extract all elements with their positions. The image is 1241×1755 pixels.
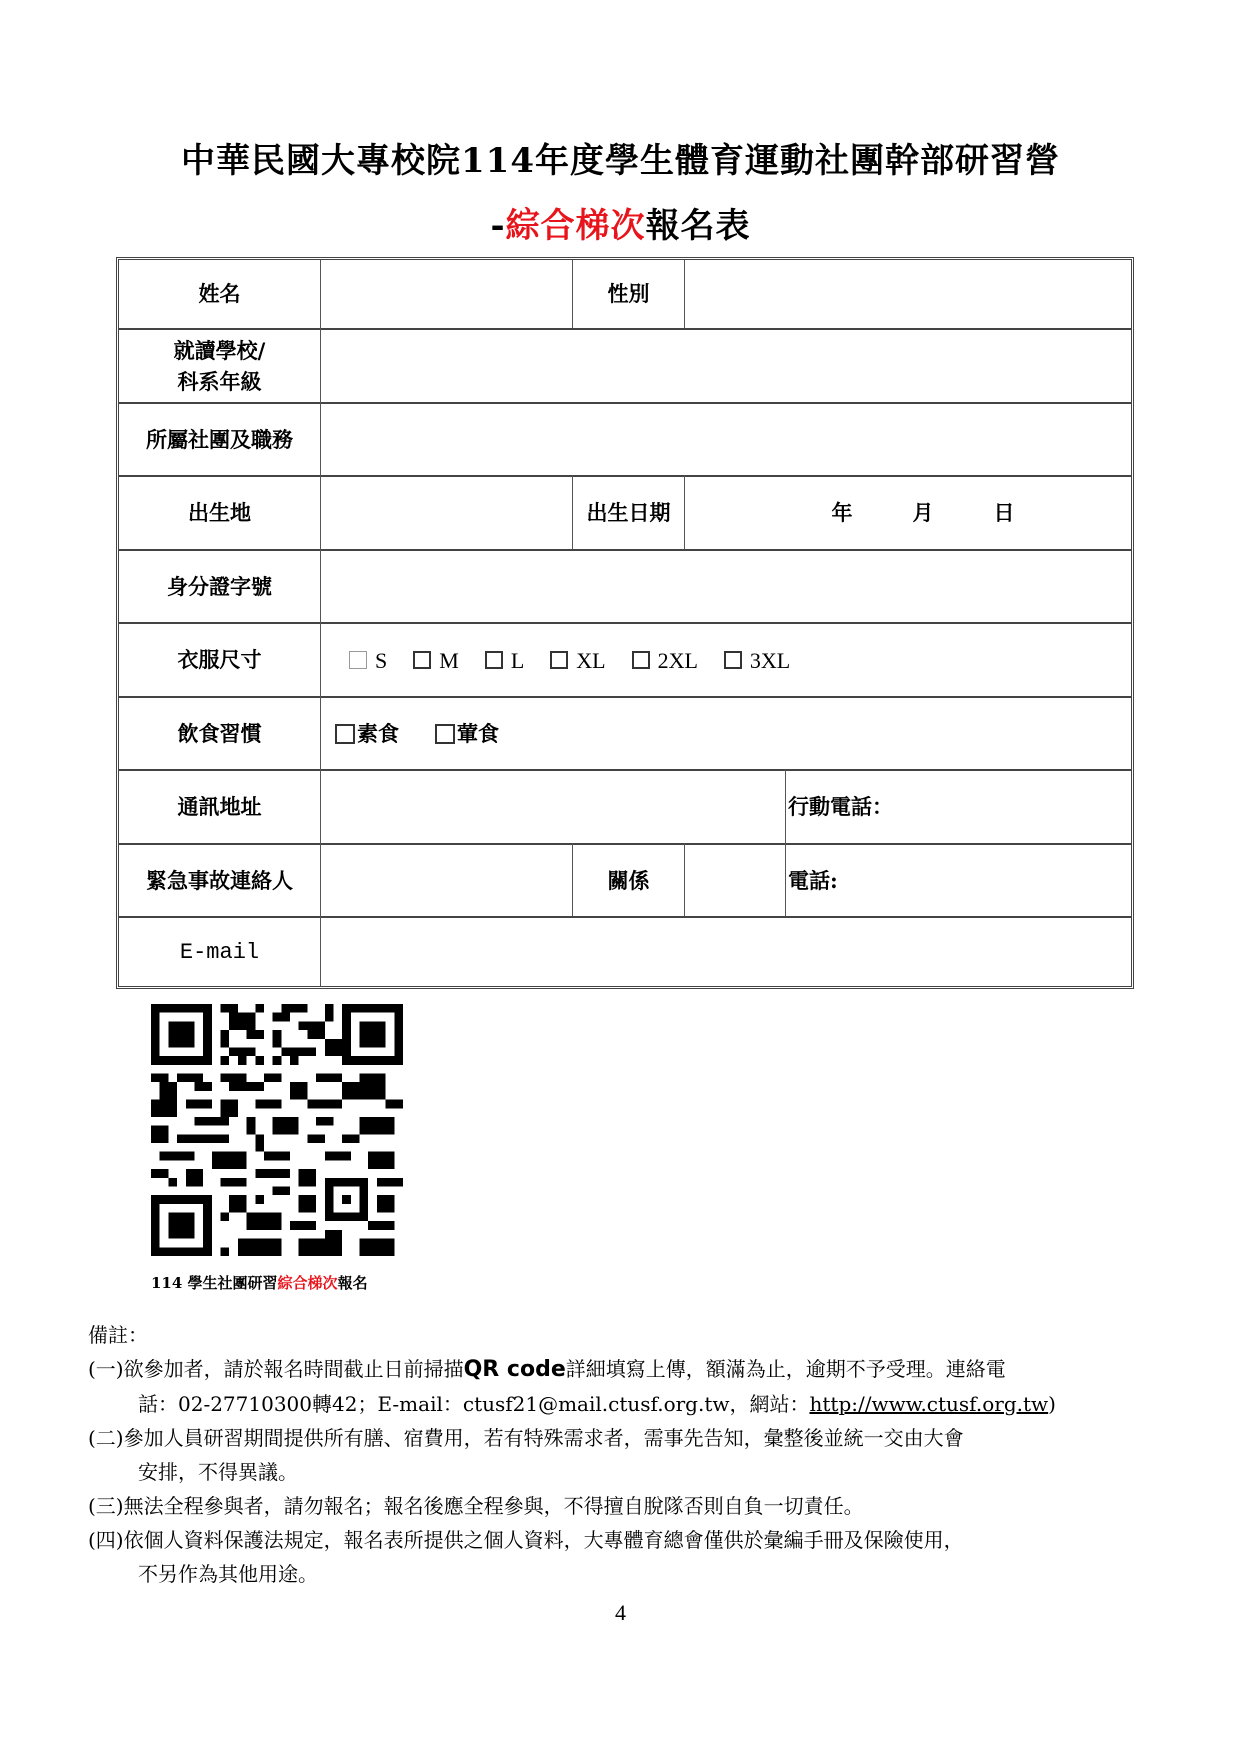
title-suffix: 報名表 <box>645 206 751 246</box>
size-option-2xl[interactable] <box>632 644 698 677</box>
note-text: ) <box>1048 1392 1056 1416</box>
note-item-2 <box>88 1421 1148 1455</box>
note-marker: (二) <box>88 1426 124 1450</box>
note-text: 詳細填寫上傳，額滿為止，逾期不予受理。連絡電 <box>565 1357 1006 1381</box>
option-label: M <box>439 647 459 673</box>
form-title-line1: 中華民國大專校院114年度學生體育運動社團幹部研習營 <box>181 141 1060 181</box>
size-option-s[interactable] <box>349 644 387 677</box>
note-text: 欲參加者，請於報名時間截止日前掃描 <box>123 1357 464 1381</box>
label-emergency-phone: 電話: <box>788 867 838 893</box>
gender-field[interactable] <box>685 260 1131 328</box>
checkbox-icon[interactable] <box>413 651 431 669</box>
qr-caption <box>151 1272 368 1293</box>
note-text: 參加人員研習期間提供所有膳、宿費用，若有特殊需求者，需事先告知，彙整後並統一交由大會 <box>123 1426 964 1450</box>
qr-caption-highlight: 綜合梯次 <box>277 1274 338 1292</box>
checkbox-icon[interactable] <box>724 651 742 669</box>
size-option-xl[interactable] <box>550 644 605 677</box>
checkbox-icon[interactable] <box>335 724 355 744</box>
checkbox-icon[interactable] <box>435 724 455 744</box>
note-item-4 <box>88 1523 1148 1557</box>
label-school-dept <box>119 330 320 402</box>
clothing-size-options <box>321 624 1131 696</box>
day-label: 日 <box>993 500 1015 526</box>
checkbox-icon[interactable] <box>632 651 650 669</box>
checkbox-icon[interactable] <box>349 651 367 669</box>
note-marker: (一) <box>88 1357 124 1381</box>
emergency-phone-field[interactable] <box>786 845 1131 916</box>
note-item-2-continued: 安排，不得異議。 <box>138 1460 298 1484</box>
month-label: 月 <box>912 500 934 526</box>
qr-code-image[interactable] <box>151 1004 403 1256</box>
option-label: S <box>375 647 388 673</box>
option-label: XL <box>576 647 606 673</box>
notes-heading: 備註： <box>88 1323 148 1347</box>
option-label: 素食 <box>357 720 399 746</box>
id-number-field[interactable] <box>321 551 1131 622</box>
label-mobile-phone: 行動電話： <box>788 794 893 820</box>
emergency-contact-field[interactable] <box>321 845 572 916</box>
diet-option-vegetarian[interactable] <box>335 718 399 750</box>
label-gender: 性別 <box>607 281 650 307</box>
note-marker: (四) <box>88 1528 124 1552</box>
birthplace-field[interactable] <box>321 477 572 549</box>
form-title-line2 <box>0 198 1241 247</box>
registration-form-table <box>116 257 1134 989</box>
checkbox-icon[interactable] <box>550 651 568 669</box>
label-school: 就讀學校/ <box>173 337 266 363</box>
size-option-l[interactable] <box>485 644 524 677</box>
relationship-field[interactable] <box>685 845 785 916</box>
note-item-1-continued <box>88 1387 1148 1421</box>
diet-options <box>321 698 1131 769</box>
notes-section <box>88 1318 1148 1591</box>
qr-caption-suffix: 報名 <box>337 1274 368 1292</box>
qr-caption-prefix: 114 學生社團研習 <box>151 1274 278 1292</box>
label-emergency-contact: 緊急事故連絡人 <box>146 867 293 893</box>
label-birth-date: 出生日期 <box>586 500 671 526</box>
birth-date-field[interactable] <box>685 477 1131 549</box>
label-relationship: 關係 <box>607 867 650 893</box>
label-email: E-mail <box>179 939 260 965</box>
checkbox-icon[interactable] <box>485 651 503 669</box>
name-field[interactable] <box>321 260 572 328</box>
note-qr-code-text: QR code <box>463 1357 566 1382</box>
note-marker: (三) <box>88 1494 124 1518</box>
note-text: 依個人資料保護法規定，報名表所提供之個人資料，大專體育總會僅供於彙編手冊及保險使用， <box>123 1528 964 1552</box>
title-highlight: 綜合梯次 <box>505 206 646 246</box>
year-label: 年 <box>831 500 853 526</box>
note-item-1 <box>88 1352 1148 1387</box>
label-clothing-size: 衣服尺寸 <box>177 647 262 673</box>
label-dept-grade: 科系年級 <box>177 369 262 394</box>
note-text: 無法全程參與者，請勿報名；報名後應全程參與，不得擅自脫隊否則自負一切責任。 <box>123 1494 864 1518</box>
address-field[interactable] <box>321 771 785 843</box>
mobile-phone-field[interactable] <box>786 771 1131 843</box>
email-field[interactable] <box>321 918 1131 986</box>
label-birthplace: 出生地 <box>188 500 251 526</box>
website-link[interactable]: http://www.ctusf.org.tw <box>809 1392 1049 1416</box>
option-label: 3XL <box>749 647 791 673</box>
option-label: 葷食 <box>457 720 499 746</box>
club-position-field[interactable] <box>321 404 1131 475</box>
size-option-3xl[interactable] <box>724 644 790 677</box>
label-club-position: 所屬社團及職務 <box>146 426 293 452</box>
label-name: 姓名 <box>198 281 241 307</box>
label-id-number: 身分證字號 <box>167 573 272 599</box>
title-dash: - <box>490 206 506 246</box>
option-label: L <box>510 647 525 673</box>
diet-option-non-vegetarian[interactable] <box>435 718 499 750</box>
note-contact-text: 話：02-27710300轉42；E-mail：ctusf21@mail.ctusf.org.tw，網站： <box>138 1392 810 1416</box>
note-item-4-continued: 不另作為其他用途。 <box>138 1562 318 1586</box>
note-item-3 <box>88 1489 1148 1523</box>
label-diet: 飲食習慣 <box>177 720 262 746</box>
label-address: 通訊地址 <box>177 794 262 820</box>
option-label: 2XL <box>657 647 698 673</box>
school-dept-field[interactable] <box>321 330 1131 402</box>
size-option-m[interactable] <box>413 644 459 677</box>
page-number: 4 <box>615 1600 626 1625</box>
